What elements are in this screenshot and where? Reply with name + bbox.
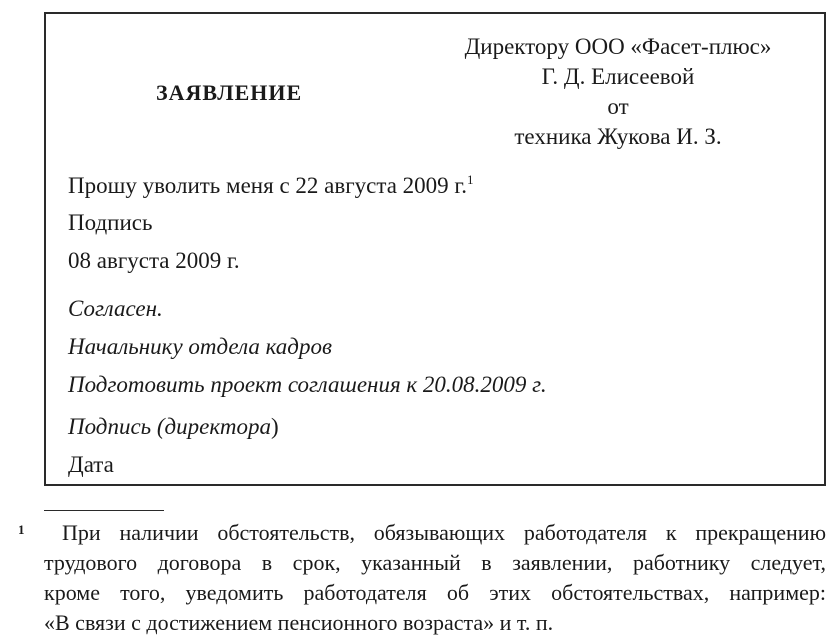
resolution-date: Дата — [68, 452, 114, 477]
resolution-agreed: Согласен. — [68, 296, 163, 321]
application-date: 08 августа 2009 г. — [68, 248, 240, 273]
addressee-from: от — [607, 94, 629, 119]
director-signature-suffix: ) — [270, 414, 279, 439]
footnote-line: трудового договора в срок, указанный в заявлении, работнику следует, — [44, 550, 826, 575]
director-signature — [68, 414, 279, 440]
footnote-reference: 1 — [467, 172, 474, 187]
addressee-sender: техника Жукова И. З. — [514, 124, 722, 149]
footnote-line: При наличии обстоятельств, обязывающих работодателя к прекращению — [62, 520, 826, 545]
request-text — [68, 172, 474, 199]
resolution-instruction: Подготовить проект соглашения к 20.08.2009 г. — [68, 372, 547, 397]
applicant-signature: Подпись — [68, 210, 153, 235]
addressee-name: Г. Д. Елисеевой — [541, 64, 695, 89]
footnote-line: кроме того, уведомить работодателя об этих обстоятельствах, например: — [44, 580, 826, 605]
addressee-block — [428, 32, 808, 152]
application-form-frame — [44, 12, 826, 486]
director-signature-prefix: Подпись ( — [68, 414, 165, 439]
footnote-divider — [44, 510, 164, 511]
resolution-recipient: Начальнику отдела кадров — [68, 334, 332, 359]
addressee-director: Директору ООО «Фасет-плюс» — [464, 34, 772, 59]
document-title: ЗАЯВЛЕНИЕ — [156, 80, 303, 105]
footnote-line: «В связи с достижением пенсионного возраста» и т. п. — [44, 610, 554, 635]
footnote-mark: 1 — [18, 522, 25, 537]
footnote-text — [44, 518, 826, 638]
director-signature-role: директора — [164, 414, 271, 439]
request-body: Прошу уволить меня с 22 августа 2009 г. — [68, 173, 467, 198]
